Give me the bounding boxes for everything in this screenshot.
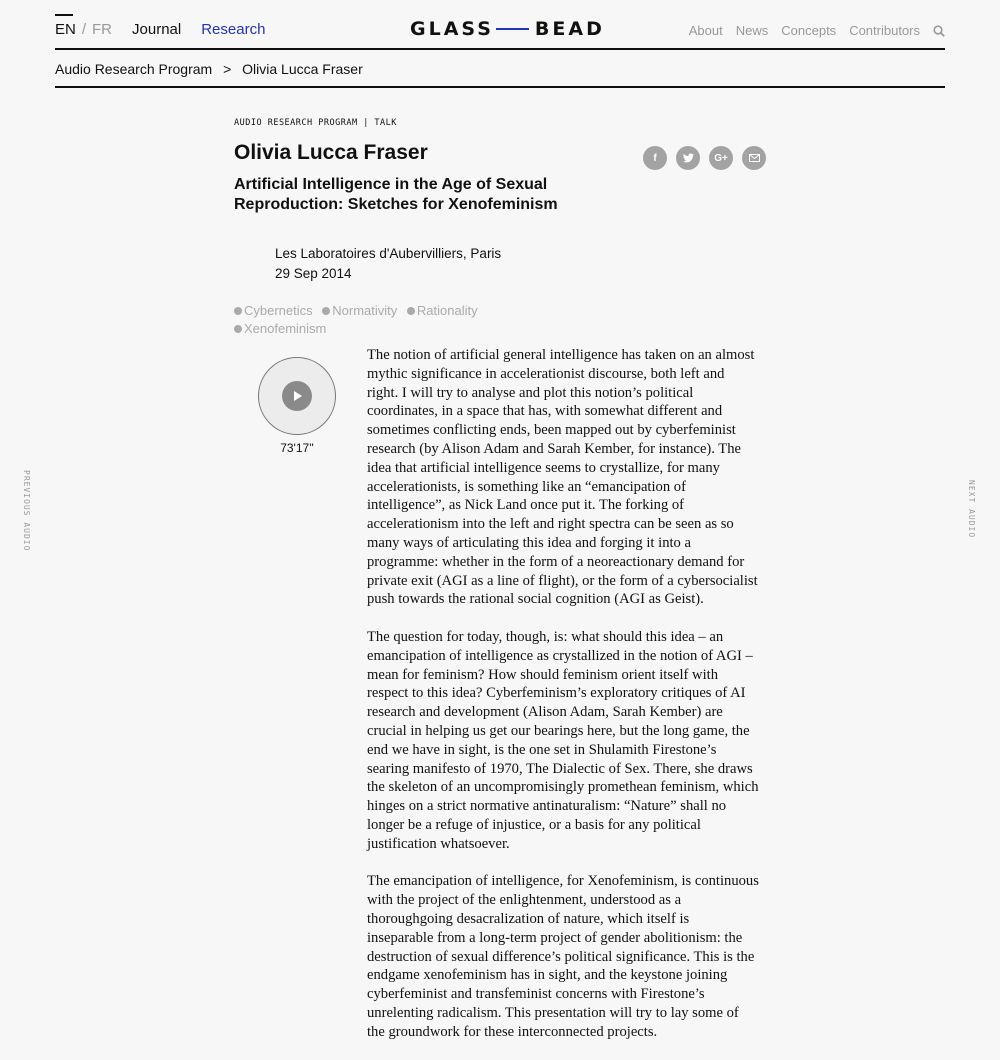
- body-paragraph: The emancipation of intelligence, for Xenofeminism, is continuous with the project of the enlightenment, understood as a thoroughgoing desacralization of nature, which itself is inseparable from a long-term project of gender abolitionism: the destruction of sexual difference’s political significance. This is the endgame xenofeminism has in sight, and the keystone joining cyberfeminist and transfeminist concerns with Firestone’s unrelenting radicalism. This presentation will try to lay some of the groundwork for these interconnected projects.: [367, 873, 759, 1040]
- primary-nav: [55, 21, 265, 38]
- tag-label: Xenofeminism: [244, 321, 327, 336]
- logo-left-word: GLASS: [410, 18, 494, 40]
- lang-en-link[interactable]: EN: [55, 21, 76, 38]
- twitter-icon: [683, 153, 694, 163]
- tag-dot-icon: [234, 307, 242, 315]
- logo-right-word: BEAD: [534, 18, 605, 40]
- body-paragraph: The notion of artificial general intelligence has taken on an almost mythic significance in accelerationist discourse, both left and right. I will try to analyse and plot this notion’s political coordinates, in a space that has, with somewhat different and sometimes conflicting ends, been mapped out by cyberfeminist research (by Alison Adam and Sarah Kember, for instance). The idea that artificial intelligence seems to crystallize, for many accelerationists, is something like an “emancipation of intelligence”, as Nick Land once put it. The forking of accelerationism into the left and right spectra can be seen as so many ways of articulating this idea and forging it into a programme: whether in the form of a neoreactionary demand for private exit (AGI as a line of flight), or the form of a cybersocialist push towards the rational social cognition (AGI as Geist).: [367, 347, 758, 608]
- event-venue: Les Laboratoires d'Aubervilliers, Paris: [275, 246, 502, 261]
- tag-label: Cybernetics: [244, 303, 313, 318]
- tag-item[interactable]: [234, 302, 313, 320]
- nav-news-link[interactable]: News: [735, 23, 769, 38]
- tag-list: [234, 302, 524, 338]
- email-share-button[interactable]: [742, 146, 766, 170]
- tag-dot-icon: [234, 325, 242, 333]
- previous-audio-link[interactable]: PREVIOUS AUDIO: [22, 470, 31, 552]
- next-audio-link[interactable]: NEXT AUDIO: [967, 480, 976, 539]
- nav-research-link[interactable]: Research: [201, 21, 266, 38]
- lang-fr-link[interactable]: FR: [92, 21, 113, 38]
- tag-dot-icon: [322, 307, 330, 315]
- tag-dot-icon: [407, 307, 415, 315]
- nav-contributors-link[interactable]: Contributors: [849, 23, 920, 38]
- envelope-icon: [749, 154, 760, 162]
- site-header: [55, 0, 945, 50]
- breadcrumb-separator: >: [223, 61, 232, 77]
- article-kicker: AUDIO RESEARCH PROGRAM | TALK: [234, 118, 397, 128]
- event-info: [275, 244, 501, 284]
- article-body: [367, 346, 759, 1060]
- play-triangle-icon: [290, 389, 304, 403]
- tag-item[interactable]: [407, 302, 478, 320]
- breadcrumb-current: Olivia Lucca Fraser: [242, 61, 363, 77]
- twitter-share-button[interactable]: [676, 146, 700, 170]
- google-plus-share-button[interactable]: [709, 146, 733, 170]
- play-icon: [282, 381, 312, 411]
- breadcrumb-section-link[interactable]: Audio Research Program: [55, 61, 213, 77]
- nav-journal-link[interactable]: Journal: [132, 21, 182, 38]
- author-name: Olivia Lucca Fraser: [234, 141, 428, 164]
- logo-dash: [496, 28, 529, 30]
- lang-separator: /: [81, 21, 87, 38]
- facebook-icon: f: [653, 152, 657, 164]
- body-paragraph: The question for today, though, is: what should this idea – an emancipation of intelligence as crystallized in the notion of AGI – mean for feminism? How should feminism orient itself with respect to this idea? Cyberfeminism’s exploratory critiques of AI research and development (Alison Adam, Sarah Kember) are crucial in helping us get our bearings here, but the long game, the end we have in sight, is the one set in Shulamith Firestone’s searing manifesto of 1970, The Dialectic of Sex. There, she draws the skeleton of an uncompromisingly promethean feminism, which hinges on a strict normative antinaturalism: “Nature” shall no longer be a refuge of injustice, or a basis for any political justification whatsoever.: [367, 628, 759, 852]
- tag-label: Normativity: [332, 303, 398, 318]
- site-logo[interactable]: [410, 18, 605, 40]
- tag-item[interactable]: [322, 302, 397, 320]
- share-buttons: [643, 146, 775, 170]
- talk-title: Artificial Intelligence in the Age of Sexual Reproduction: Sketches for Xenofeminism: [234, 176, 558, 213]
- nav-about-link[interactable]: About: [688, 23, 723, 38]
- audio-duration: 73'17'': [280, 441, 314, 455]
- nav-concepts-link[interactable]: Concepts: [781, 23, 837, 38]
- breadcrumb: [55, 50, 945, 88]
- search-icon[interactable]: [933, 25, 945, 37]
- google-plus-icon: G+: [714, 152, 728, 164]
- facebook-share-button[interactable]: [643, 146, 667, 170]
- tag-item[interactable]: [234, 320, 326, 338]
- event-date: 29 Sep 2014: [275, 266, 352, 281]
- tag-label: Rationality: [416, 303, 478, 318]
- secondary-nav: [676, 23, 945, 38]
- audio-play-button[interactable]: [258, 357, 336, 435]
